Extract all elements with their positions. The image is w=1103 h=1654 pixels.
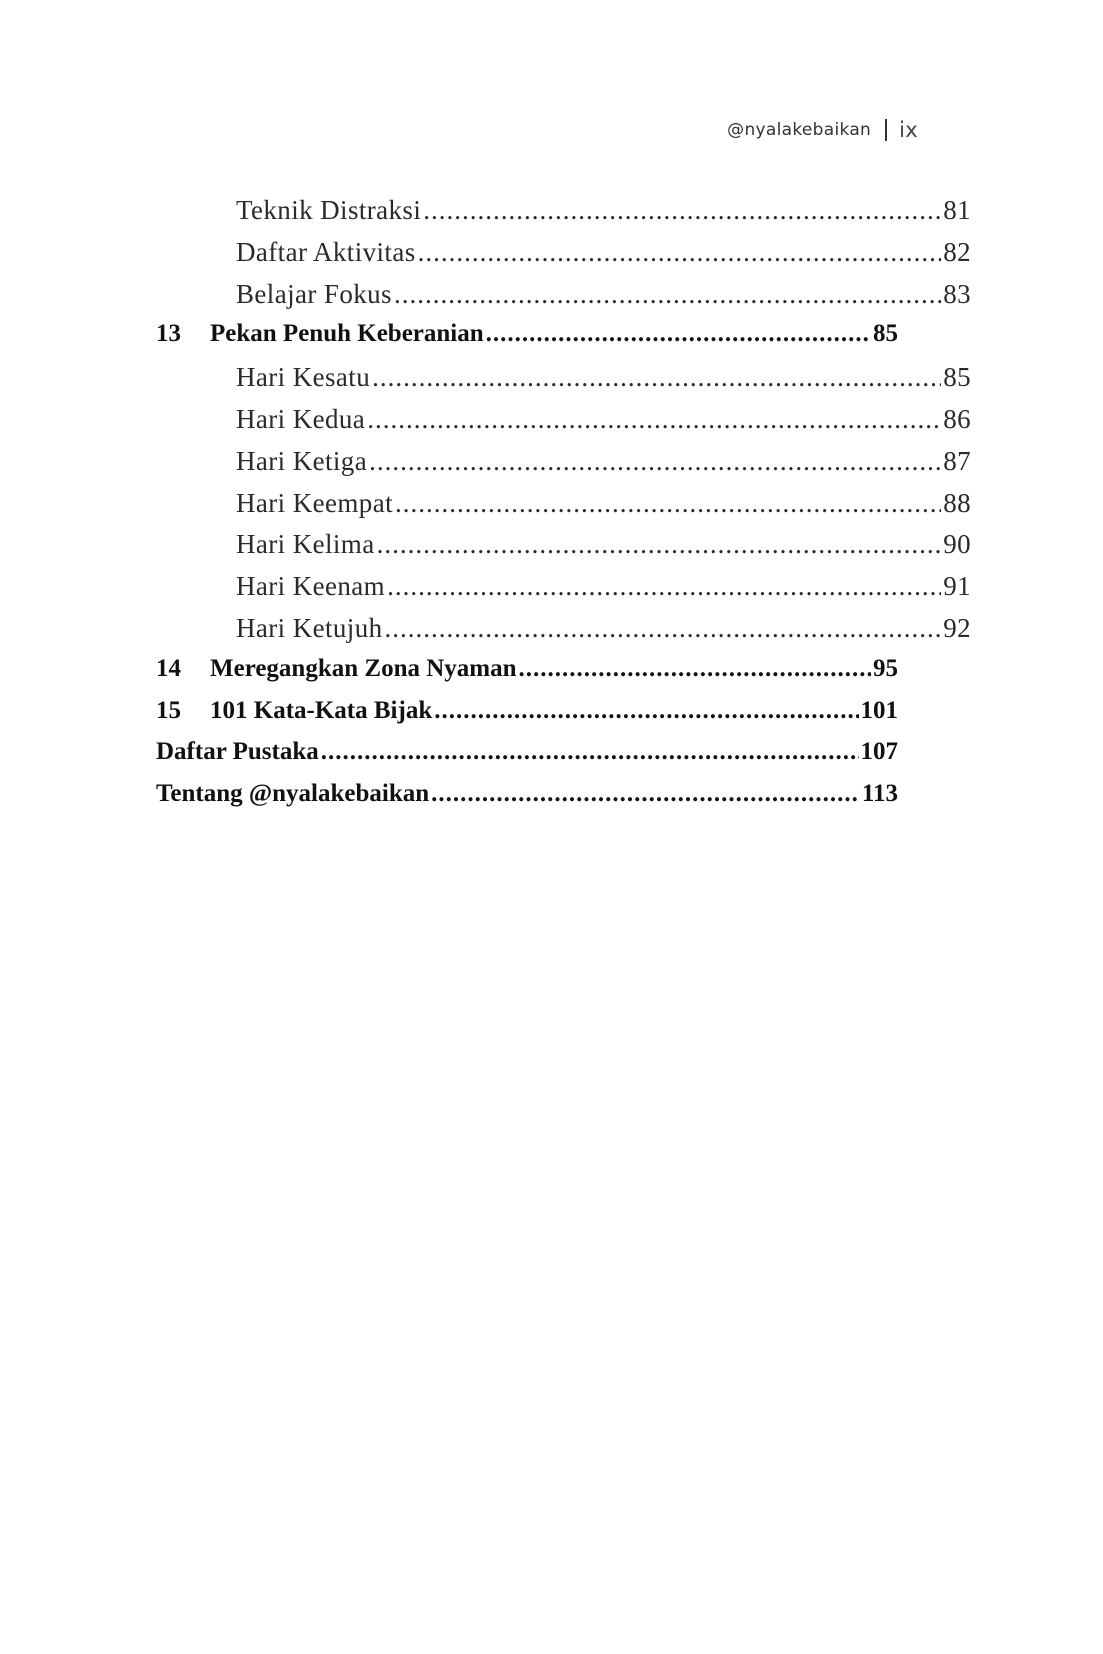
table-of-contents <box>156 195 971 822</box>
dot-leader <box>367 404 941 435</box>
toc-entry-page: 87 <box>943 445 971 476</box>
toc-entry-page: 85 <box>943 362 971 393</box>
toc-entry-daftar-pustaka <box>156 738 898 780</box>
toc-entry-page: 91 <box>943 571 971 602</box>
toc-entry-tentang <box>156 780 898 822</box>
dot-leader <box>369 446 941 477</box>
toc-entry-page: 83 <box>943 278 971 309</box>
toc-entry-page: 90 <box>943 529 971 560</box>
toc-entry-daftar-aktivitas <box>156 237 971 279</box>
toc-entry-hari-kesatu <box>156 362 971 404</box>
toc-entry-page: 81 <box>943 195 971 225</box>
toc-chapter-title: Tentang @nyalakebaikan <box>156 780 430 808</box>
toc-chapter-number: 13 <box>156 320 181 348</box>
toc-chapter-title: Meregangkan Zona Nyaman <box>210 654 517 682</box>
dot-leader <box>434 697 858 725</box>
toc-chapter-number: 15 <box>156 696 181 724</box>
toc-chapter-number: 14 <box>156 654 181 682</box>
dot-leader <box>431 780 860 808</box>
dot-leader <box>423 195 941 226</box>
header-separator <box>885 119 887 141</box>
dot-leader <box>385 613 942 644</box>
toc-chapter-15 <box>156 697 898 739</box>
toc-chapter-title: Pekan Penuh Keberanian <box>210 320 484 348</box>
toc-chapter-page: 113 <box>861 780 898 808</box>
toc-entry-title: Hari Kedua <box>236 403 366 434</box>
toc-entry-page: 86 <box>943 403 971 434</box>
toc-entry-belajar-fokus <box>156 279 971 321</box>
dot-leader <box>372 362 941 393</box>
header-page-number: ix <box>899 118 918 142</box>
toc-entry-title: Hari Keenam <box>236 571 386 602</box>
dot-leader <box>394 279 941 310</box>
toc-entry-page: 82 <box>943 236 971 267</box>
running-header <box>727 118 918 142</box>
dot-leader <box>321 738 859 766</box>
header-handle: @nyalakebaikan <box>727 120 872 140</box>
dot-leader <box>519 655 871 683</box>
toc-entry-title: Hari Kesatu <box>236 362 371 393</box>
toc-chapter-14 <box>156 655 898 697</box>
toc-entry-title: Hari Ketiga <box>236 445 368 476</box>
dot-leader <box>377 529 942 560</box>
toc-chapter-page: 85 <box>873 320 898 348</box>
toc-entry-hari-kedua <box>156 404 971 446</box>
toc-entry-title: Hari Kelima <box>236 529 375 560</box>
toc-entry-page: 92 <box>943 612 971 643</box>
dot-leader <box>418 237 942 268</box>
toc-entry-hari-ketiga <box>156 446 971 488</box>
toc-entry-title: Hari Keempat <box>236 487 393 518</box>
toc-chapter-page: 107 <box>860 738 898 766</box>
toc-entry-title: Teknik Distraksi <box>236 195 422 225</box>
toc-entry-title: Hari Ketujuh <box>236 612 383 643</box>
toc-entry-hari-ketujuh <box>156 613 971 655</box>
dot-leader <box>395 488 941 519</box>
toc-entry-hari-keempat <box>156 488 971 530</box>
toc-entry-title: Belajar Fokus <box>236 278 392 309</box>
toc-entry-page: 88 <box>943 487 971 518</box>
toc-entry-teknik-distraksi <box>156 195 971 237</box>
toc-chapter-page: 101 <box>860 696 898 724</box>
toc-entry-hari-keenam <box>156 571 971 613</box>
dot-leader <box>486 320 871 348</box>
toc-chapter-page: 95 <box>873 654 898 682</box>
toc-entry-title: Daftar Aktivitas <box>236 236 416 267</box>
toc-chapter-13 <box>156 320 898 362</box>
toc-chapter-title: 101 Kata-Kata Bijak <box>210 696 433 724</box>
toc-entry-hari-kelima <box>156 529 971 571</box>
toc-chapter-title: Daftar Pustaka <box>156 738 319 766</box>
dot-leader <box>387 571 941 602</box>
